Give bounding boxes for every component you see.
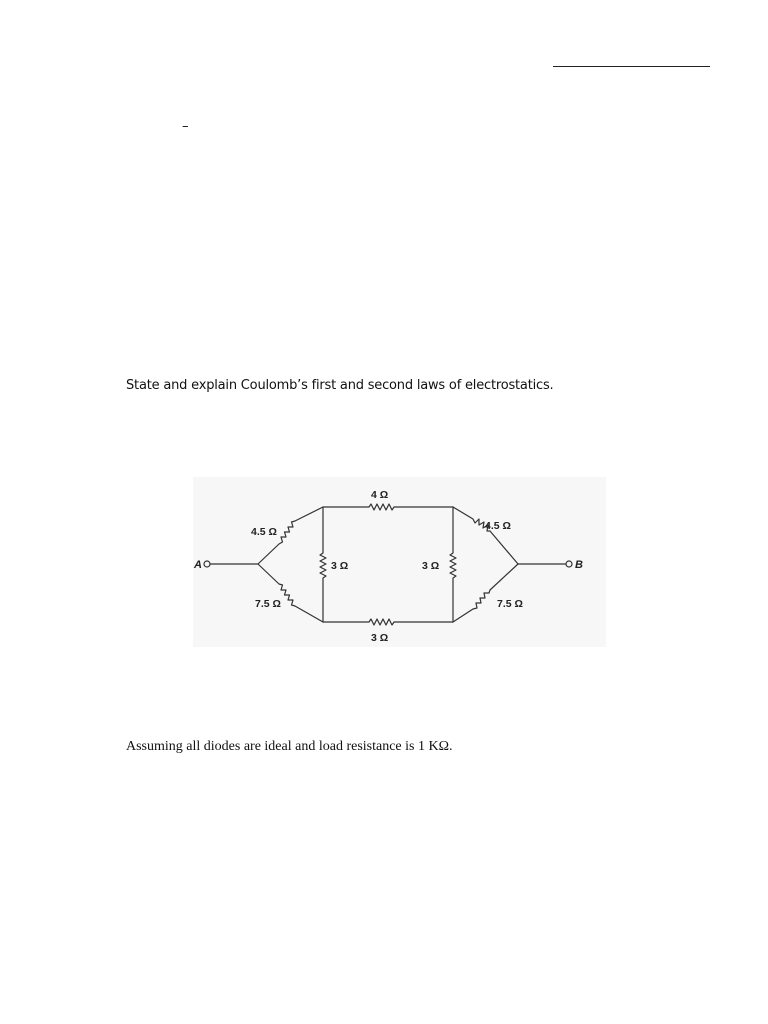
resistor-left-vertical — [320, 507, 326, 622]
terminal-b — [566, 561, 572, 567]
question-diodes: Assuming all diodes are ideal and load resistance is 1 KΩ. — [126, 739, 453, 754]
question-coulomb-laws: State and explain Coulomb’s first and second laws of electrostatics. — [126, 378, 554, 393]
node-a-label: A — [194, 559, 202, 571]
label-right-upper: 4.5 Ω — [485, 520, 511, 532]
resistor-right-lower — [453, 564, 518, 622]
circuit-diagram — [193, 477, 606, 647]
label-right-lower: 7.5 Ω — [497, 598, 523, 610]
resistor-right-vertical — [450, 507, 456, 622]
resistor-top-middle — [323, 504, 453, 510]
terminal-a — [204, 561, 210, 567]
label-right-vertical: 3 Ω — [422, 560, 440, 572]
label-left-vertical: 3 Ω — [331, 560, 349, 572]
name-underline — [553, 66, 710, 67]
node-b-label: B — [575, 559, 583, 571]
label-left-upper: 4.5 Ω — [251, 526, 277, 538]
label-bottom-middle: 3 Ω — [371, 632, 389, 644]
label-top-middle: 4 Ω — [371, 489, 389, 501]
dash-mark: – — [182, 119, 189, 134]
resistor-left-lower — [258, 564, 323, 622]
resistor-bottom-middle — [323, 619, 453, 625]
resistor-right-upper — [453, 507, 518, 564]
label-left-lower: 7.5 Ω — [255, 598, 281, 610]
